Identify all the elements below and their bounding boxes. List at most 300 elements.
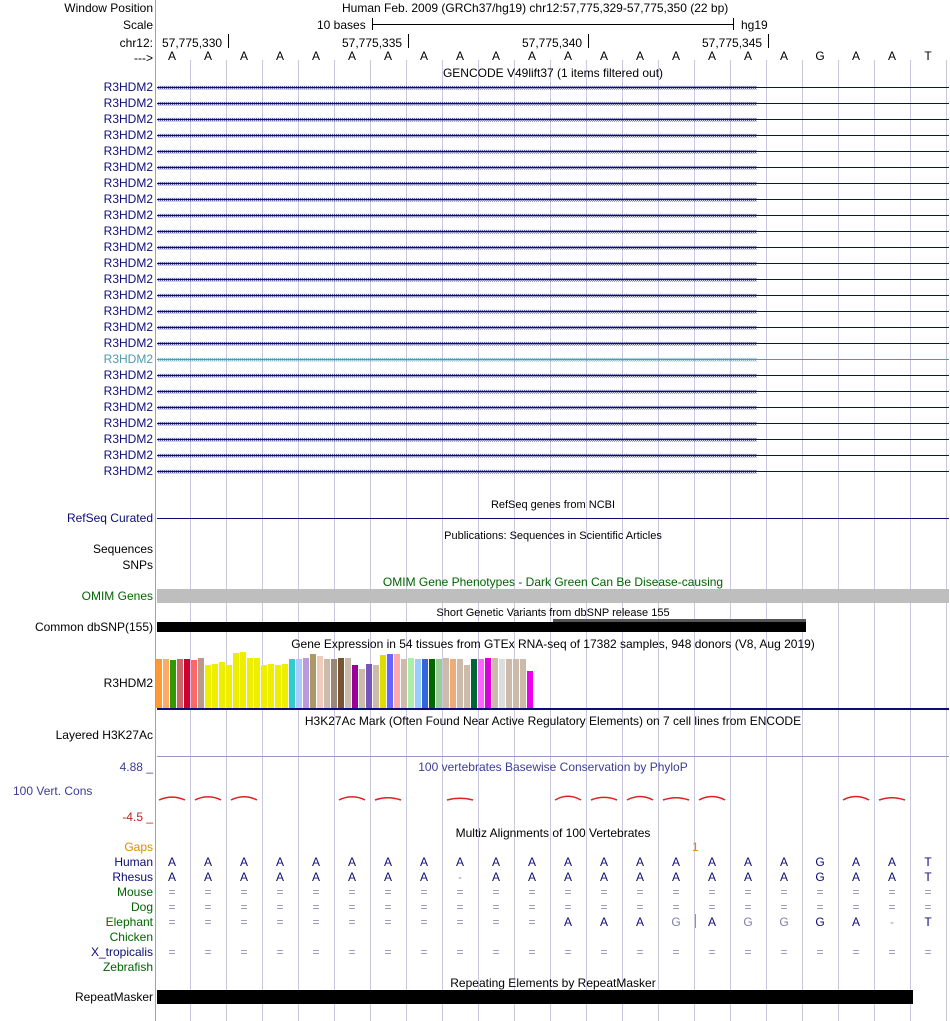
multiz-base: G [815,870,825,884]
gtex-tissue-bar[interactable] [506,659,512,708]
multiz-base: = [672,885,680,899]
coord-tick-4 [768,34,769,48]
multiz-base: A [167,855,176,869]
gtex-tissue-bar[interactable] [268,664,274,708]
gencode-gene-label[interactable]: R3HDM2 [103,400,153,414]
multiz-base: = [780,900,788,914]
multiz-base: = [924,885,932,899]
multiz-base: = [312,915,320,929]
gencode-gene-label[interactable]: R3HDM2 [103,432,153,446]
multiz-base: A [527,855,536,869]
multiz-base: = [420,915,428,929]
scale-bases-text: 10 bases [317,18,366,32]
gencode-track-title[interactable]: GENCODE V49lift37 (1 items filtered out) [442,66,664,80]
multiz-base: = [456,945,464,959]
gtex-tissue-bar[interactable] [429,659,435,708]
multiz-base: = [600,945,608,959]
gencode-gene-label[interactable]: R3HDM2 [103,352,153,366]
multiz-base: A [707,870,716,884]
gtex-tissue-bar[interactable] [310,654,316,708]
multiz-base: = [420,900,428,914]
gtex-tissue-bar[interactable] [373,665,379,708]
gencode-strand-arrows: ‹‹‹‹‹‹‹‹‹‹‹‹‹‹‹‹‹‹‹‹‹‹‹‹‹‹‹‹‹‹‹‹‹‹‹‹‹‹‹‹‹‹‹‹‹‹‹‹‹‹‹‹‹‹‹‹‹‹‹‹‹‹‹‹‹‹‹‹‹‹‹‹‹‹‹‹‹‹‹‹‹‹‹‹‹‹‹‹‹‹‹‹‹‹‹‹‹‹‹‹‹‹‹‹‹‹‹‹‹‹‹‹‹‹‹‹‹‹‹‹‹‹‹‹‹‹‹‹‹‹‹‹‹‹‹‹‹‹‹‹‹‹‹‹‹‹‹‹‹‹‹‹‹‹‹‹‹‹‹‹‹‹‹‹‹‹‹‹‹‹‹‹‹‹‹‹‹‹‹‹‹‹‹‹‹‹‹‹‹‹‹‹‹‹‹‹‹‹‹‹‹‹‹‹‹‹‹‹‹‹‹‹‹‹‹‹‹‹‹‹‹‹‹‹‹‹‹‹‹‹‹‹‹‹‹‹‹‹‹‹‹‹‹‹‹‹‹‹‹‹‹‹‹‹‹‹‹‹‹‹‹‹‹‹‹‹‹‹‹‹‹‹‹‹‹‹‹‹‹‹‹‹‹‹‹‹‹‹‹‹‹‹‹‹‹‹‹‹‹‹ [157,274,757,284]
multiz-base: = [528,900,536,914]
gencode-gene-label[interactable]: R3HDM2 [103,272,153,286]
multiz-base: - [458,870,462,884]
multiz-base: = [348,915,356,929]
strand-arrow-label: ---> [134,51,153,65]
multiz-base: A [203,870,212,884]
conservation-peak [195,797,221,800]
gtex-tissue-bar[interactable] [240,652,246,708]
multiz-base: = [708,945,716,959]
gtex-tissue-bar[interactable] [443,658,449,708]
multiz-base: A [419,870,428,884]
gtex-tissue-bar[interactable] [527,671,533,708]
multiz-base: A [887,870,896,884]
gtex-tissue-bar[interactable] [380,655,386,708]
gencode-gene-label[interactable]: R3HDM2 [103,96,153,110]
base-letter: A [527,49,536,63]
gencode-strand-arrows: ‹‹‹‹‹‹‹‹‹‹‹‹‹‹‹‹‹‹‹‹‹‹‹‹‹‹‹‹‹‹‹‹‹‹‹‹‹‹‹‹‹‹‹‹‹‹‹‹‹‹‹‹‹‹‹‹‹‹‹‹‹‹‹‹‹‹‹‹‹‹‹‹‹‹‹‹‹‹‹‹‹‹‹‹‹‹‹‹‹‹‹‹‹‹‹‹‹‹‹‹‹‹‹‹‹‹‹‹‹‹‹‹‹‹‹‹‹‹‹‹‹‹‹‹‹‹‹‹‹‹‹‹‹‹‹‹‹‹‹‹‹‹‹‹‹‹‹‹‹‹‹‹‹‹‹‹‹‹‹‹‹‹‹‹‹‹‹‹‹‹‹‹‹‹‹‹‹‹‹‹‹‹‹‹‹‹‹‹‹‹‹‹‹‹‹‹‹‹‹‹‹‹‹‹‹‹‹‹‹‹‹‹‹‹‹‹‹‹‹‹‹‹‹‹‹‹‹‹‹‹‹‹‹‹‹‹‹‹‹‹‹‹‹‹‹‹‹‹‹‹‹‹‹‹‹‹‹‹‹‹‹‹‹‹‹‹‹‹‹‹‹‹‹‹‹‹‹‹‹‹‹‹‹‹‹‹‹‹‹‹‹‹‹‹‹‹‹‹‹‹ [157,434,757,444]
multiz-base: A [635,870,644,884]
multiz-base: = [204,885,212,899]
multiz-track-title[interactable]: Multiz Alignments of 100 Vertebrates [455,826,651,840]
gtex-tissue-bar[interactable] [317,656,323,708]
base-letter: A [383,49,392,63]
base-letter: A [779,49,788,63]
multiz-base: = [456,900,464,914]
multiz-base: A [743,870,752,884]
multiz-base: = [924,900,932,914]
multiz-base: A [599,870,608,884]
gtex-tissue-bar[interactable] [296,659,302,708]
multiz-base: A [275,855,284,869]
conservation-peak [879,798,905,800]
coord-tick-2 [408,34,409,48]
multiz-base: A [167,870,176,884]
multiz-base: = [420,945,428,959]
gencode-gene-label[interactable]: R3HDM2 [103,128,153,142]
conservation-track-label[interactable]: 100 Vert. Cons [13,784,93,798]
multiz-base: A [491,870,500,884]
dbsnp-feature-bar-1[interactable] [157,622,806,632]
dbsnp-track-label[interactable]: Common dbSNP(155) [34,620,153,634]
conservation-peak [159,797,185,800]
omim-track-title[interactable]: OMIM Gene Phenotypes - Dark Green Can Be Disease-causing [382,575,724,589]
multiz-base: A [527,870,536,884]
gtex-tissue-bar[interactable] [471,659,477,708]
gtex-tissue-bar[interactable] [170,660,176,708]
multiz-species-label[interactable]: Elephant [105,915,153,929]
gencode-gene-label[interactable]: R3HDM2 [103,304,153,318]
multiz-base: = [240,915,248,929]
base-letter: A [635,49,644,63]
multiz-base: = [240,945,248,959]
multiz-base: A [671,855,680,869]
publications-snps-label[interactable]: SNPs [122,558,153,572]
multiz-base: = [564,945,572,959]
multiz-base: = [744,885,752,899]
multiz-base: = [816,945,824,959]
scale-label: Scale [122,18,153,32]
gtex-tissue-bar[interactable] [177,659,183,708]
gencode-strand-arrows: ‹‹‹‹‹‹‹‹‹‹‹‹‹‹‹‹‹‹‹‹‹‹‹‹‹‹‹‹‹‹‹‹‹‹‹‹‹‹‹‹‹‹‹‹‹‹‹‹‹‹‹‹‹‹‹‹‹‹‹‹‹‹‹‹‹‹‹‹‹‹‹‹‹‹‹‹‹‹‹‹‹‹‹‹‹‹‹‹‹‹‹‹‹‹‹‹‹‹‹‹‹‹‹‹‹‹‹‹‹‹‹‹‹‹‹‹‹‹‹‹‹‹‹‹‹‹‹‹‹‹‹‹‹‹‹‹‹‹‹‹‹‹‹‹‹‹‹‹‹‹‹‹‹‹‹‹‹‹‹‹‹‹‹‹‹‹‹‹‹‹‹‹‹‹‹‹‹‹‹‹‹‹‹‹‹‹‹‹‹‹‹‹‹‹‹‹‹‹‹‹‹‹‹‹‹‹‹‹‹‹‹‹‹‹‹‹‹‹‹‹‹‹‹‹‹‹‹‹‹‹‹‹‹‹‹‹‹‹‹‹‹‹‹‹‹‹‹‹‹‹‹‹‹‹‹‹‹‹‹‹‹‹‹‹‹‹‹‹‹‹‹‹‹‹‹‹‹‹‹‹‹‹‹‹‹‹‹‹‹‹‹‹‹‹‹‹‹‹‹‹ [157,162,757,172]
coord-label-1: 57,775,330 [162,36,223,50]
multiz-base: = [852,885,860,899]
multiz-base: = [780,945,788,959]
gtex-tissue-bar[interactable] [499,659,505,708]
multiz-base: = [384,885,392,899]
multiz-base: = [816,885,824,899]
gtex-tissue-bar[interactable] [422,659,428,708]
gtex-tissue-bar[interactable] [303,658,309,708]
multiz-base: A [311,855,320,869]
gtex-tissue-bar[interactable] [254,658,260,708]
multiz-base: A [419,855,428,869]
gencode-gene-label[interactable]: R3HDM2 [103,224,153,238]
multiz-species-label[interactable]: Mouse [116,885,153,899]
base-letter: A [599,49,608,63]
publications-sequences-label[interactable]: Sequences [92,542,153,556]
multiz-gaps-label[interactable]: Gaps [124,840,153,854]
gencode-gene-label[interactable]: R3HDM2 [103,320,153,334]
scale-db-label: hg19 [741,18,768,32]
gtex-track-label[interactable]: R3HDM2 [103,676,153,690]
gencode-gene-label[interactable]: R3HDM2 [103,368,153,382]
multiz-base: = [384,900,392,914]
multiz-base: = [204,915,212,929]
multiz-base: A [743,855,752,869]
multiz-base: A [491,855,500,869]
multiz-base: = [528,915,536,929]
gencode-strand-arrows: ‹‹‹‹‹‹‹‹‹‹‹‹‹‹‹‹‹‹‹‹‹‹‹‹‹‹‹‹‹‹‹‹‹‹‹‹‹‹‹‹‹‹‹‹‹‹‹‹‹‹‹‹‹‹‹‹‹‹‹‹‹‹‹‹‹‹‹‹‹‹‹‹‹‹‹‹‹‹‹‹‹‹‹‹‹‹‹‹‹‹‹‹‹‹‹‹‹‹‹‹‹‹‹‹‹‹‹‹‹‹‹‹‹‹‹‹‹‹‹‹‹‹‹‹‹‹‹‹‹‹‹‹‹‹‹‹‹‹‹‹‹‹‹‹‹‹‹‹‹‹‹‹‹‹‹‹‹‹‹‹‹‹‹‹‹‹‹‹‹‹‹‹‹‹‹‹‹‹‹‹‹‹‹‹‹‹‹‹‹‹‹‹‹‹‹‹‹‹‹‹‹‹‹‹‹‹‹‹‹‹‹‹‹‹‹‹‹‹‹‹‹‹‹‹‹‹‹‹‹‹‹‹‹‹‹‹‹‹‹‹‹‹‹‹‹‹‹‹‹‹‹‹‹‹‹‹‹‹‹‹‹‹‹‹‹‹‹‹‹‹‹‹‹‹‹‹‹‹‹‹‹‹‹‹‹‹‹‹‹‹‹‹‹‹‹‹‹‹‹‹ [157,178,757,188]
multiz-base: A [779,855,788,869]
coord-label-4: 57,775,345 [702,36,763,50]
multiz-base: G [743,915,753,929]
gencode-gene-label[interactable]: R3HDM2 [103,80,153,94]
window-position-label: Window Position [64,1,153,15]
gencode-gene-label[interactable]: R3HDM2 [103,192,153,206]
gtex-tissue-bar[interactable] [436,659,442,708]
h3k27ac-track-title[interactable]: H3K27Ac Mark (Often Found Near Active Regulatory Elements) on 7 cell lines from ENCODE [304,714,802,728]
multiz-species-label[interactable]: X_tropicalis [90,945,153,959]
multiz-base: A [599,915,608,929]
repeatmasker-track-label[interactable]: RepeatMasker [74,990,153,1004]
multiz-base: = [348,885,356,899]
base-letter: A [419,49,428,63]
multiz-base: T [924,855,932,869]
gtex-tissue-bar[interactable] [212,664,218,708]
gtex-tissue-bar[interactable] [275,665,281,708]
base-letter: A [275,49,284,63]
multiz-base: = [240,900,248,914]
multiz-species-label[interactable]: Rhesus [112,870,153,884]
multiz-base: G [815,855,825,869]
multiz-base: = [816,900,824,914]
multiz-gap-marker: 1 [692,840,699,854]
multiz-base: A [239,870,248,884]
multiz-base: A [851,915,860,929]
gencode-strand-arrows: ‹‹‹‹‹‹‹‹‹‹‹‹‹‹‹‹‹‹‹‹‹‹‹‹‹‹‹‹‹‹‹‹‹‹‹‹‹‹‹‹‹‹‹‹‹‹‹‹‹‹‹‹‹‹‹‹‹‹‹‹‹‹‹‹‹‹‹‹‹‹‹‹‹‹‹‹‹‹‹‹‹‹‹‹‹‹‹‹‹‹‹‹‹‹‹‹‹‹‹‹‹‹‹‹‹‹‹‹‹‹‹‹‹‹‹‹‹‹‹‹‹‹‹‹‹‹‹‹‹‹‹‹‹‹‹‹‹‹‹‹‹‹‹‹‹‹‹‹‹‹‹‹‹‹‹‹‹‹‹‹‹‹‹‹‹‹‹‹‹‹‹‹‹‹‹‹‹‹‹‹‹‹‹‹‹‹‹‹‹‹‹‹‹‹‹‹‹‹‹‹‹‹‹‹‹‹‹‹‹‹‹‹‹‹‹‹‹‹‹‹‹‹‹‹‹‹‹‹‹‹‹‹‹‹‹‹‹‹‹‹‹‹‹‹‹‹‹‹‹‹‹‹‹‹‹‹‹‹‹‹‹‹‹‹‹‹‹‹‹‹‹‹‹‹‹‹‹‹‹‹‹‹‹‹‹‹‹‹‹‹‹‹‹‹‹‹‹‹‹‹ [157,338,757,348]
gtex-tissue-bar[interactable] [324,659,330,708]
gtex-tissue-bar[interactable] [156,659,162,708]
gtex-tissue-bar[interactable] [338,658,344,708]
multiz-base: A [671,870,680,884]
gencode-gene-label[interactable]: R3HDM2 [103,208,153,222]
multiz-species-label[interactable]: Human [114,855,153,869]
omim-track-label[interactable]: OMIM Genes [81,589,153,603]
gtex-tissue-bar[interactable] [366,664,372,708]
gtex-tissue-bar[interactable] [282,664,288,708]
gencode-gene-label[interactable]: R3HDM2 [103,336,153,350]
multiz-base: A [347,870,356,884]
conservation-peak [591,797,617,800]
multiz-base: A [455,855,464,869]
gencode-strand-arrows: ‹‹‹‹‹‹‹‹‹‹‹‹‹‹‹‹‹‹‹‹‹‹‹‹‹‹‹‹‹‹‹‹‹‹‹‹‹‹‹‹‹‹‹‹‹‹‹‹‹‹‹‹‹‹‹‹‹‹‹‹‹‹‹‹‹‹‹‹‹‹‹‹‹‹‹‹‹‹‹‹‹‹‹‹‹‹‹‹‹‹‹‹‹‹‹‹‹‹‹‹‹‹‹‹‹‹‹‹‹‹‹‹‹‹‹‹‹‹‹‹‹‹‹‹‹‹‹‹‹‹‹‹‹‹‹‹‹‹‹‹‹‹‹‹‹‹‹‹‹‹‹‹‹‹‹‹‹‹‹‹‹‹‹‹‹‹‹‹‹‹‹‹‹‹‹‹‹‹‹‹‹‹‹‹‹‹‹‹‹‹‹‹‹‹‹‹‹‹‹‹‹‹‹‹‹‹‹‹‹‹‹‹‹‹‹‹‹‹‹‹‹‹‹‹‹‹‹‹‹‹‹‹‹‹‹‹‹‹‹‹‹‹‹‹‹‹‹‹‹‹‹‹‹‹‹‹‹‹‹‹‹‹‹‹‹‹‹‹‹‹‹‹‹‹‹‹‹‹‹‹‹‹‹‹‹‹‹‹‹‹‹‹‹‹‹‹‹‹‹‹ [157,146,757,156]
multiz-species-label[interactable]: Zebrafish [102,960,153,974]
multiz-base: A [383,870,392,884]
gtex-tissue-bar[interactable] [513,659,519,708]
multiz-base: A [347,855,356,869]
multiz-base: = [708,900,716,914]
multiz-base: = [312,885,320,899]
gtex-tissue-bar[interactable] [226,665,232,708]
image-left-border [155,0,156,1021]
gtex-tissue-bar[interactable] [408,658,414,708]
multiz-base: = [636,900,644,914]
multiz-base: = [456,885,464,899]
multiz-base: = [204,945,212,959]
gtex-tissue-bar[interactable] [401,659,407,708]
gtex-tissue-bar[interactable] [464,665,470,708]
multiz-species-label[interactable]: Chicken [109,930,153,944]
gencode-strand-arrows: ‹‹‹‹‹‹‹‹‹‹‹‹‹‹‹‹‹‹‹‹‹‹‹‹‹‹‹‹‹‹‹‹‹‹‹‹‹‹‹‹‹‹‹‹‹‹‹‹‹‹‹‹‹‹‹‹‹‹‹‹‹‹‹‹‹‹‹‹‹‹‹‹‹‹‹‹‹‹‹‹‹‹‹‹‹‹‹‹‹‹‹‹‹‹‹‹‹‹‹‹‹‹‹‹‹‹‹‹‹‹‹‹‹‹‹‹‹‹‹‹‹‹‹‹‹‹‹‹‹‹‹‹‹‹‹‹‹‹‹‹‹‹‹‹‹‹‹‹‹‹‹‹‹‹‹‹‹‹‹‹‹‹‹‹‹‹‹‹‹‹‹‹‹‹‹‹‹‹‹‹‹‹‹‹‹‹‹‹‹‹‹‹‹‹‹‹‹‹‹‹‹‹‹‹‹‹‹‹‹‹‹‹‹‹‹‹‹‹‹‹‹‹‹‹‹‹‹‹‹‹‹‹‹‹‹‹‹‹‹‹‹‹‹‹‹‹‹‹‹‹‹‹‹‹‹‹‹‹‹‹‹‹‹‹‹‹‹‹‹‹‹‹‹‹‹‹‹‹‹‹‹‹‹‹‹‹‹‹‹‹‹‹‹‹‹‹‹‹‹‹ [157,258,757,268]
multiz-insertion-marker [695,914,696,928]
multiz-base: A [275,870,284,884]
gtex-track-title[interactable]: Gene Expression in 54 tissues from GTEx RNA-seq of 17382 samples, 948 donors (V8, Aug 2019) [291,637,815,651]
multiz-base: = [528,885,536,899]
gtex-tissue-bar[interactable] [184,659,190,708]
repeatmasker-feature-bar[interactable] [157,990,913,1004]
conservation-min-label: -4.5 _ [122,810,153,824]
multiz-base: A [851,855,860,869]
gencode-gene-label[interactable]: R3HDM2 [103,384,153,398]
dbsnp-track-title[interactable]: Short Genetic Variants from dbSNP release 155 [436,607,670,619]
gtex-tissue-bar[interactable] [478,659,484,708]
multiz-base: = [276,900,284,914]
multiz-base: = [420,885,428,899]
conservation-peak [555,796,581,800]
multiz-base: G [779,915,789,929]
gencode-gene-label[interactable]: R3HDM2 [103,112,153,126]
multiz-base: A [707,915,716,929]
gtex-tissue-bar[interactable] [261,665,267,708]
multiz-base: = [204,900,212,914]
multiz-base: A [887,855,896,869]
publications-track-title[interactable]: Publications: Sequences in Scientific Articles [444,530,662,542]
gencode-strand-arrows: ‹‹‹‹‹‹‹‹‹‹‹‹‹‹‹‹‹‹‹‹‹‹‹‹‹‹‹‹‹‹‹‹‹‹‹‹‹‹‹‹‹‹‹‹‹‹‹‹‹‹‹‹‹‹‹‹‹‹‹‹‹‹‹‹‹‹‹‹‹‹‹‹‹‹‹‹‹‹‹‹‹‹‹‹‹‹‹‹‹‹‹‹‹‹‹‹‹‹‹‹‹‹‹‹‹‹‹‹‹‹‹‹‹‹‹‹‹‹‹‹‹‹‹‹‹‹‹‹‹‹‹‹‹‹‹‹‹‹‹‹‹‹‹‹‹‹‹‹‹‹‹‹‹‹‹‹‹‹‹‹‹‹‹‹‹‹‹‹‹‹‹‹‹‹‹‹‹‹‹‹‹‹‹‹‹‹‹‹‹‹‹‹‹‹‹‹‹‹‹‹‹‹‹‹‹‹‹‹‹‹‹‹‹‹‹‹‹‹‹‹‹‹‹‹‹‹‹‹‹‹‹‹‹‹‹‹‹‹‹‹‹‹‹‹‹‹‹‹‹‹‹‹‹‹‹‹‹‹‹‹‹‹‹‹‹‹‹‹‹‹‹‹‹‹‹‹‹‹‹‹‹‹‹‹‹‹‹‹‹‹‹‹‹‹‹‹‹‹‹‹ [157,354,757,364]
multiz-base: = [276,915,284,929]
multiz-base: A [779,870,788,884]
gencode-strand-arrows: ‹‹‹‹‹‹‹‹‹‹‹‹‹‹‹‹‹‹‹‹‹‹‹‹‹‹‹‹‹‹‹‹‹‹‹‹‹‹‹‹‹‹‹‹‹‹‹‹‹‹‹‹‹‹‹‹‹‹‹‹‹‹‹‹‹‹‹‹‹‹‹‹‹‹‹‹‹‹‹‹‹‹‹‹‹‹‹‹‹‹‹‹‹‹‹‹‹‹‹‹‹‹‹‹‹‹‹‹‹‹‹‹‹‹‹‹‹‹‹‹‹‹‹‹‹‹‹‹‹‹‹‹‹‹‹‹‹‹‹‹‹‹‹‹‹‹‹‹‹‹‹‹‹‹‹‹‹‹‹‹‹‹‹‹‹‹‹‹‹‹‹‹‹‹‹‹‹‹‹‹‹‹‹‹‹‹‹‹‹‹‹‹‹‹‹‹‹‹‹‹‹‹‹‹‹‹‹‹‹‹‹‹‹‹‹‹‹‹‹‹‹‹‹‹‹‹‹‹‹‹‹‹‹‹‹‹‹‹‹‹‹‹‹‹‹‹‹‹‹‹‹‹‹‹‹‹‹‹‹‹‹‹‹‹‹‹‹‹‹‹‹‹‹‹‹‹‹‹‹‹‹‹‹‹‹‹‹‹‹‹‹‹‹‹‹‹‹‹‹‹ [157,386,757,396]
gtex-tissue-bar[interactable] [198,658,204,708]
conservation-peak [627,797,653,801]
multiz-base: = [600,885,608,899]
multiz-base: A [239,855,248,869]
conservation-peak [699,797,725,801]
omim-feature-bar[interactable] [157,589,949,603]
gencode-gene-label[interactable]: R3HDM2 [103,176,153,190]
gtex-tissue-bar[interactable] [233,653,239,708]
gtex-tissue-bar[interactable] [163,659,169,708]
multiz-base: = [312,900,320,914]
multiz-base: A [635,855,644,869]
gtex-tissue-bar[interactable] [331,659,337,708]
multiz-base: G [671,915,681,929]
conservation-track-title[interactable]: 100 vertebrates Basewise Conservation by PhyloP [418,760,688,774]
gtex-tissue-bar[interactable] [345,658,351,708]
gencode-strand-arrows: ‹‹‹‹‹‹‹‹‹‹‹‹‹‹‹‹‹‹‹‹‹‹‹‹‹‹‹‹‹‹‹‹‹‹‹‹‹‹‹‹‹‹‹‹‹‹‹‹‹‹‹‹‹‹‹‹‹‹‹‹‹‹‹‹‹‹‹‹‹‹‹‹‹‹‹‹‹‹‹‹‹‹‹‹‹‹‹‹‹‹‹‹‹‹‹‹‹‹‹‹‹‹‹‹‹‹‹‹‹‹‹‹‹‹‹‹‹‹‹‹‹‹‹‹‹‹‹‹‹‹‹‹‹‹‹‹‹‹‹‹‹‹‹‹‹‹‹‹‹‹‹‹‹‹‹‹‹‹‹‹‹‹‹‹‹‹‹‹‹‹‹‹‹‹‹‹‹‹‹‹‹‹‹‹‹‹‹‹‹‹‹‹‹‹‹‹‹‹‹‹‹‹‹‹‹‹‹‹‹‹‹‹‹‹‹‹‹‹‹‹‹‹‹‹‹‹‹‹‹‹‹‹‹‹‹‹‹‹‹‹‹‹‹‹‹‹‹‹‹‹‹‹‹‹‹‹‹‹‹‹‹‹‹‹‹‹‹‹‹‹‹‹‹‹‹‹‹‹‹‹‹‹‹‹‹‹‹‹‹‹‹‹‹‹‹‹‹‹‹‹ [157,370,757,380]
gtex-gene-line[interactable] [157,708,949,710]
multiz-base: A [563,855,572,869]
gencode-gene-label[interactable]: R3HDM2 [103,448,153,462]
gencode-strand-arrows: ‹‹‹‹‹‹‹‹‹‹‹‹‹‹‹‹‹‹‹‹‹‹‹‹‹‹‹‹‹‹‹‹‹‹‹‹‹‹‹‹‹‹‹‹‹‹‹‹‹‹‹‹‹‹‹‹‹‹‹‹‹‹‹‹‹‹‹‹‹‹‹‹‹‹‹‹‹‹‹‹‹‹‹‹‹‹‹‹‹‹‹‹‹‹‹‹‹‹‹‹‹‹‹‹‹‹‹‹‹‹‹‹‹‹‹‹‹‹‹‹‹‹‹‹‹‹‹‹‹‹‹‹‹‹‹‹‹‹‹‹‹‹‹‹‹‹‹‹‹‹‹‹‹‹‹‹‹‹‹‹‹‹‹‹‹‹‹‹‹‹‹‹‹‹‹‹‹‹‹‹‹‹‹‹‹‹‹‹‹‹‹‹‹‹‹‹‹‹‹‹‹‹‹‹‹‹‹‹‹‹‹‹‹‹‹‹‹‹‹‹‹‹‹‹‹‹‹‹‹‹‹‹‹‹‹‹‹‹‹‹‹‹‹‹‹‹‹‹‹‹‹‹‹‹‹‹‹‹‹‹‹‹‹‹‹‹‹‹‹‹‹‹‹‹‹‹‹‹‹‹‹‹‹‹‹‹‹‹‹‹‹‹‹‹‹‹‹‹‹‹ [157,194,757,204]
gencode-gene-label[interactable]: R3HDM2 [103,240,153,254]
gtex-tissue-bar[interactable] [219,662,225,708]
refseq-gene-line[interactable] [157,518,949,519]
gtex-tissue-bar[interactable] [247,658,253,708]
gencode-gene-label[interactable]: R3HDM2 [103,288,153,302]
multiz-base: T [924,915,932,929]
multiz-base: = [708,885,716,899]
multiz-base: = [852,945,860,959]
gtex-tissue-bar[interactable] [415,659,421,708]
h3k27ac-baseline [157,756,949,757]
base-letter: A [455,49,464,63]
gencode-gene-label[interactable]: R3HDM2 [103,256,153,270]
multiz-base: = [168,885,176,899]
gtex-tissue-bar[interactable] [394,654,400,708]
conservation-peak [663,798,689,800]
gtex-tissue-bar[interactable] [205,665,211,708]
multiz-base: = [924,945,932,959]
gencode-gene-label[interactable]: R3HDM2 [103,160,153,174]
conservation-peak [339,797,365,800]
gtex-tissue-bar[interactable] [520,659,526,708]
conservation-graph[interactable] [157,770,949,820]
multiz-base: = [168,900,176,914]
multiz-base: = [492,885,500,899]
base-letter: A [851,49,860,63]
repeatmasker-track-title[interactable]: Repeating Elements by RepeatMasker [450,976,656,990]
multiz-base: A [563,915,572,929]
base-letter: A [887,49,896,63]
dbsnp-feature-bar-2[interactable] [553,619,806,622]
assembly-position-text: Human Feb. 2009 (GRCh37/hg19) chr12:57,775,329-57,775,350 (22 bp) [342,1,729,15]
multiz-base: = [528,945,536,959]
base-letter: G [815,49,825,63]
multiz-base: A [851,870,860,884]
refseq-track-title[interactable]: RefSeq genes from NCBI [490,499,616,511]
chr-label: chr12: [119,36,153,50]
base-letter: A [671,49,680,63]
base-letter: A [203,49,212,63]
gencode-strand-arrows: ‹‹‹‹‹‹‹‹‹‹‹‹‹‹‹‹‹‹‹‹‹‹‹‹‹‹‹‹‹‹‹‹‹‹‹‹‹‹‹‹‹‹‹‹‹‹‹‹‹‹‹‹‹‹‹‹‹‹‹‹‹‹‹‹‹‹‹‹‹‹‹‹‹‹‹‹‹‹‹‹‹‹‹‹‹‹‹‹‹‹‹‹‹‹‹‹‹‹‹‹‹‹‹‹‹‹‹‹‹‹‹‹‹‹‹‹‹‹‹‹‹‹‹‹‹‹‹‹‹‹‹‹‹‹‹‹‹‹‹‹‹‹‹‹‹‹‹‹‹‹‹‹‹‹‹‹‹‹‹‹‹‹‹‹‹‹‹‹‹‹‹‹‹‹‹‹‹‹‹‹‹‹‹‹‹‹‹‹‹‹‹‹‹‹‹‹‹‹‹‹‹‹‹‹‹‹‹‹‹‹‹‹‹‹‹‹‹‹‹‹‹‹‹‹‹‹‹‹‹‹‹‹‹‹‹‹‹‹‹‹‹‹‹‹‹‹‹‹‹‹‹‹‹‹‹‹‹‹‹‹‹‹‹‹‹‹‹‹‹‹‹‹‹‹‹‹‹‹‹‹‹‹‹‹‹‹‹‹‹‹‹‹‹‹‹‹‹‹‹‹ [157,418,757,428]
multiz-base: = [492,915,500,929]
base-letter: A [707,49,716,63]
multiz-base: A [311,870,320,884]
multiz-base: = [492,900,500,914]
gencode-gene-label[interactable]: R3HDM2 [103,416,153,430]
conservation-peak [843,797,869,801]
gtex-tissue-bar[interactable] [450,659,456,708]
gencode-strand-arrows: ‹‹‹‹‹‹‹‹‹‹‹‹‹‹‹‹‹‹‹‹‹‹‹‹‹‹‹‹‹‹‹‹‹‹‹‹‹‹‹‹‹‹‹‹‹‹‹‹‹‹‹‹‹‹‹‹‹‹‹‹‹‹‹‹‹‹‹‹‹‹‹‹‹‹‹‹‹‹‹‹‹‹‹‹‹‹‹‹‹‹‹‹‹‹‹‹‹‹‹‹‹‹‹‹‹‹‹‹‹‹‹‹‹‹‹‹‹‹‹‹‹‹‹‹‹‹‹‹‹‹‹‹‹‹‹‹‹‹‹‹‹‹‹‹‹‹‹‹‹‹‹‹‹‹‹‹‹‹‹‹‹‹‹‹‹‹‹‹‹‹‹‹‹‹‹‹‹‹‹‹‹‹‹‹‹‹‹‹‹‹‹‹‹‹‹‹‹‹‹‹‹‹‹‹‹‹‹‹‹‹‹‹‹‹‹‹‹‹‹‹‹‹‹‹‹‹‹‹‹‹‹‹‹‹‹‹‹‹‹‹‹‹‹‹‹‹‹‹‹‹‹‹‹‹‹‹‹‹‹‹‹‹‹‹‹‹‹‹‹‹‹‹‹‹‹‹‹‹‹‹‹‹‹‹‹‹‹‹‹‹‹‹‹‹‹‹‹‹‹‹ [157,82,757,92]
multiz-base: T [924,870,932,884]
gtex-tissue-bar[interactable] [492,658,498,708]
multiz-base: = [636,945,644,959]
multiz-base: = [384,915,392,929]
multiz-base: = [636,885,644,899]
conservation-peak [375,798,401,800]
gencode-strand-arrows: ‹‹‹‹‹‹‹‹‹‹‹‹‹‹‹‹‹‹‹‹‹‹‹‹‹‹‹‹‹‹‹‹‹‹‹‹‹‹‹‹‹‹‹‹‹‹‹‹‹‹‹‹‹‹‹‹‹‹‹‹‹‹‹‹‹‹‹‹‹‹‹‹‹‹‹‹‹‹‹‹‹‹‹‹‹‹‹‹‹‹‹‹‹‹‹‹‹‹‹‹‹‹‹‹‹‹‹‹‹‹‹‹‹‹‹‹‹‹‹‹‹‹‹‹‹‹‹‹‹‹‹‹‹‹‹‹‹‹‹‹‹‹‹‹‹‹‹‹‹‹‹‹‹‹‹‹‹‹‹‹‹‹‹‹‹‹‹‹‹‹‹‹‹‹‹‹‹‹‹‹‹‹‹‹‹‹‹‹‹‹‹‹‹‹‹‹‹‹‹‹‹‹‹‹‹‹‹‹‹‹‹‹‹‹‹‹‹‹‹‹‹‹‹‹‹‹‹‹‹‹‹‹‹‹‹‹‹‹‹‹‹‹‹‹‹‹‹‹‹‹‹‹‹‹‹‹‹‹‹‹‹‹‹‹‹‹‹‹‹‹‹‹‹‹‹‹‹‹‹‹‹‹‹‹‹‹‹‹‹‹‹‹‹‹‹‹‹‹‹‹ [157,226,757,236]
gencode-strand-arrows: ‹‹‹‹‹‹‹‹‹‹‹‹‹‹‹‹‹‹‹‹‹‹‹‹‹‹‹‹‹‹‹‹‹‹‹‹‹‹‹‹‹‹‹‹‹‹‹‹‹‹‹‹‹‹‹‹‹‹‹‹‹‹‹‹‹‹‹‹‹‹‹‹‹‹‹‹‹‹‹‹‹‹‹‹‹‹‹‹‹‹‹‹‹‹‹‹‹‹‹‹‹‹‹‹‹‹‹‹‹‹‹‹‹‹‹‹‹‹‹‹‹‹‹‹‹‹‹‹‹‹‹‹‹‹‹‹‹‹‹‹‹‹‹‹‹‹‹‹‹‹‹‹‹‹‹‹‹‹‹‹‹‹‹‹‹‹‹‹‹‹‹‹‹‹‹‹‹‹‹‹‹‹‹‹‹‹‹‹‹‹‹‹‹‹‹‹‹‹‹‹‹‹‹‹‹‹‹‹‹‹‹‹‹‹‹‹‹‹‹‹‹‹‹‹‹‹‹‹‹‹‹‹‹‹‹‹‹‹‹‹‹‹‹‹‹‹‹‹‹‹‹‹‹‹‹‹‹‹‹‹‹‹‹‹‹‹‹‹‹‹‹‹‹‹‹‹‹‹‹‹‹‹‹‹‹‹‹‹‹‹‹‹‹‹‹‹‹‹‹‹ [157,114,757,124]
conservation-max-label: 4.88 _ [119,760,153,774]
gtex-tissue-bar[interactable] [387,654,393,708]
refseq-track-label[interactable]: RefSeq Curated [66,511,153,525]
multiz-base: = [744,945,752,959]
multiz-base: = [456,915,464,929]
gencode-gene-label[interactable]: R3HDM2 [103,464,153,478]
gencode-strand-arrows: ‹‹‹‹‹‹‹‹‹‹‹‹‹‹‹‹‹‹‹‹‹‹‹‹‹‹‹‹‹‹‹‹‹‹‹‹‹‹‹‹‹‹‹‹‹‹‹‹‹‹‹‹‹‹‹‹‹‹‹‹‹‹‹‹‹‹‹‹‹‹‹‹‹‹‹‹‹‹‹‹‹‹‹‹‹‹‹‹‹‹‹‹‹‹‹‹‹‹‹‹‹‹‹‹‹‹‹‹‹‹‹‹‹‹‹‹‹‹‹‹‹‹‹‹‹‹‹‹‹‹‹‹‹‹‹‹‹‹‹‹‹‹‹‹‹‹‹‹‹‹‹‹‹‹‹‹‹‹‹‹‹‹‹‹‹‹‹‹‹‹‹‹‹‹‹‹‹‹‹‹‹‹‹‹‹‹‹‹‹‹‹‹‹‹‹‹‹‹‹‹‹‹‹‹‹‹‹‹‹‹‹‹‹‹‹‹‹‹‹‹‹‹‹‹‹‹‹‹‹‹‹‹‹‹‹‹‹‹‹‹‹‹‹‹‹‹‹‹‹‹‹‹‹‹‹‹‹‹‹‹‹‹‹‹‹‹‹‹‹‹‹‹‹‹‹‹‹‹‹‹‹‹‹‹‹‹‹‹‹‹‹‹‹‹‹‹‹‹‹‹ [157,130,757,140]
multiz-base: G [815,915,825,929]
gtex-tissue-bar[interactable] [191,660,197,708]
gencode-strand-arrows: ‹‹‹‹‹‹‹‹‹‹‹‹‹‹‹‹‹‹‹‹‹‹‹‹‹‹‹‹‹‹‹‹‹‹‹‹‹‹‹‹‹‹‹‹‹‹‹‹‹‹‹‹‹‹‹‹‹‹‹‹‹‹‹‹‹‹‹‹‹‹‹‹‹‹‹‹‹‹‹‹‹‹‹‹‹‹‹‹‹‹‹‹‹‹‹‹‹‹‹‹‹‹‹‹‹‹‹‹‹‹‹‹‹‹‹‹‹‹‹‹‹‹‹‹‹‹‹‹‹‹‹‹‹‹‹‹‹‹‹‹‹‹‹‹‹‹‹‹‹‹‹‹‹‹‹‹‹‹‹‹‹‹‹‹‹‹‹‹‹‹‹‹‹‹‹‹‹‹‹‹‹‹‹‹‹‹‹‹‹‹‹‹‹‹‹‹‹‹‹‹‹‹‹‹‹‹‹‹‹‹‹‹‹‹‹‹‹‹‹‹‹‹‹‹‹‹‹‹‹‹‹‹‹‹‹‹‹‹‹‹‹‹‹‹‹‹‹‹‹‹‹‹‹‹‹‹‹‹‹‹‹‹‹‹‹‹‹‹‹‹‹‹‹‹‹‹‹‹‹‹‹‹‹‹‹‹‹‹‹‹‹‹‹‹‹‹‹‹‹‹ [157,306,757,316]
coord-label-3: 57,775,340 [522,36,583,50]
multiz-species-label[interactable]: Dog [130,900,153,914]
multiz-base: = [672,900,680,914]
gencode-strand-arrows: ‹‹‹‹‹‹‹‹‹‹‹‹‹‹‹‹‹‹‹‹‹‹‹‹‹‹‹‹‹‹‹‹‹‹‹‹‹‹‹‹‹‹‹‹‹‹‹‹‹‹‹‹‹‹‹‹‹‹‹‹‹‹‹‹‹‹‹‹‹‹‹‹‹‹‹‹‹‹‹‹‹‹‹‹‹‹‹‹‹‹‹‹‹‹‹‹‹‹‹‹‹‹‹‹‹‹‹‹‹‹‹‹‹‹‹‹‹‹‹‹‹‹‹‹‹‹‹‹‹‹‹‹‹‹‹‹‹‹‹‹‹‹‹‹‹‹‹‹‹‹‹‹‹‹‹‹‹‹‹‹‹‹‹‹‹‹‹‹‹‹‹‹‹‹‹‹‹‹‹‹‹‹‹‹‹‹‹‹‹‹‹‹‹‹‹‹‹‹‹‹‹‹‹‹‹‹‹‹‹‹‹‹‹‹‹‹‹‹‹‹‹‹‹‹‹‹‹‹‹‹‹‹‹‹‹‹‹‹‹‹‹‹‹‹‹‹‹‹‹‹‹‹‹‹‹‹‹‹‹‹‹‹‹‹‹‹‹‹‹‹‹‹‹‹‹‹‹‹‹‹‹‹‹‹‹‹‹‹‹‹‹‹‹‹‹‹‹‹‹‹ [157,402,757,412]
gencode-gene-label[interactable]: R3HDM2 [103,144,153,158]
multiz-base: = [312,945,320,959]
multiz-base: = [492,945,500,959]
gtex-tissue-bar[interactable] [457,659,463,708]
multiz-base: = [888,945,896,959]
gtex-tissue-bar[interactable] [485,658,491,708]
base-letter: A [239,49,248,63]
gtex-tissue-bar[interactable] [289,659,295,708]
base-letter: A [311,49,320,63]
gencode-strand-arrows: ‹‹‹‹‹‹‹‹‹‹‹‹‹‹‹‹‹‹‹‹‹‹‹‹‹‹‹‹‹‹‹‹‹‹‹‹‹‹‹‹‹‹‹‹‹‹‹‹‹‹‹‹‹‹‹‹‹‹‹‹‹‹‹‹‹‹‹‹‹‹‹‹‹‹‹‹‹‹‹‹‹‹‹‹‹‹‹‹‹‹‹‹‹‹‹‹‹‹‹‹‹‹‹‹‹‹‹‹‹‹‹‹‹‹‹‹‹‹‹‹‹‹‹‹‹‹‹‹‹‹‹‹‹‹‹‹‹‹‹‹‹‹‹‹‹‹‹‹‹‹‹‹‹‹‹‹‹‹‹‹‹‹‹‹‹‹‹‹‹‹‹‹‹‹‹‹‹‹‹‹‹‹‹‹‹‹‹‹‹‹‹‹‹‹‹‹‹‹‹‹‹‹‹‹‹‹‹‹‹‹‹‹‹‹‹‹‹‹‹‹‹‹‹‹‹‹‹‹‹‹‹‹‹‹‹‹‹‹‹‹‹‹‹‹‹‹‹‹‹‹‹‹‹‹‹‹‹‹‹‹‹‹‹‹‹‹‹‹‹‹‹‹‹‹‹‹‹‹‹‹‹‹‹‹‹‹‹‹‹‹‹‹‹‹‹‹‹‹‹‹ [157,210,757,220]
base-letter: A [491,49,500,63]
conservation-peak [231,797,257,800]
base-letter: A [563,49,572,63]
base-letter: T [924,49,932,63]
multiz-base: - [890,915,894,929]
coord-tick-3 [588,34,589,48]
scale-bar [372,24,734,25]
gtex-tissue-bar[interactable] [359,669,365,708]
gencode-strand-arrows: ‹‹‹‹‹‹‹‹‹‹‹‹‹‹‹‹‹‹‹‹‹‹‹‹‹‹‹‹‹‹‹‹‹‹‹‹‹‹‹‹‹‹‹‹‹‹‹‹‹‹‹‹‹‹‹‹‹‹‹‹‹‹‹‹‹‹‹‹‹‹‹‹‹‹‹‹‹‹‹‹‹‹‹‹‹‹‹‹‹‹‹‹‹‹‹‹‹‹‹‹‹‹‹‹‹‹‹‹‹‹‹‹‹‹‹‹‹‹‹‹‹‹‹‹‹‹‹‹‹‹‹‹‹‹‹‹‹‹‹‹‹‹‹‹‹‹‹‹‹‹‹‹‹‹‹‹‹‹‹‹‹‹‹‹‹‹‹‹‹‹‹‹‹‹‹‹‹‹‹‹‹‹‹‹‹‹‹‹‹‹‹‹‹‹‹‹‹‹‹‹‹‹‹‹‹‹‹‹‹‹‹‹‹‹‹‹‹‹‹‹‹‹‹‹‹‹‹‹‹‹‹‹‹‹‹‹‹‹‹‹‹‹‹‹‹‹‹‹‹‹‹‹‹‹‹‹‹‹‹‹‹‹‹‹‹‹‹‹‹‹‹‹‹‹‹‹‹‹‹‹‹‹‹‹‹‹‹‹‹‹‹‹‹‹‹‹‹‹‹‹ [157,466,757,476]
multiz-base: = [888,885,896,899]
gencode-strand-arrows: ‹‹‹‹‹‹‹‹‹‹‹‹‹‹‹‹‹‹‹‹‹‹‹‹‹‹‹‹‹‹‹‹‹‹‹‹‹‹‹‹‹‹‹‹‹‹‹‹‹‹‹‹‹‹‹‹‹‹‹‹‹‹‹‹‹‹‹‹‹‹‹‹‹‹‹‹‹‹‹‹‹‹‹‹‹‹‹‹‹‹‹‹‹‹‹‹‹‹‹‹‹‹‹‹‹‹‹‹‹‹‹‹‹‹‹‹‹‹‹‹‹‹‹‹‹‹‹‹‹‹‹‹‹‹‹‹‹‹‹‹‹‹‹‹‹‹‹‹‹‹‹‹‹‹‹‹‹‹‹‹‹‹‹‹‹‹‹‹‹‹‹‹‹‹‹‹‹‹‹‹‹‹‹‹‹‹‹‹‹‹‹‹‹‹‹‹‹‹‹‹‹‹‹‹‹‹‹‹‹‹‹‹‹‹‹‹‹‹‹‹‹‹‹‹‹‹‹‹‹‹‹‹‹‹‹‹‹‹‹‹‹‹‹‹‹‹‹‹‹‹‹‹‹‹‹‹‹‹‹‹‹‹‹‹‹‹‹‹‹‹‹‹‹‹‹‹‹‹‹‹‹‹‹‹‹‹‹‹‹‹‹‹‹‹‹‹‹‹‹‹ [157,98,757,108]
gencode-strand-arrows: ‹‹‹‹‹‹‹‹‹‹‹‹‹‹‹‹‹‹‹‹‹‹‹‹‹‹‹‹‹‹‹‹‹‹‹‹‹‹‹‹‹‹‹‹‹‹‹‹‹‹‹‹‹‹‹‹‹‹‹‹‹‹‹‹‹‹‹‹‹‹‹‹‹‹‹‹‹‹‹‹‹‹‹‹‹‹‹‹‹‹‹‹‹‹‹‹‹‹‹‹‹‹‹‹‹‹‹‹‹‹‹‹‹‹‹‹‹‹‹‹‹‹‹‹‹‹‹‹‹‹‹‹‹‹‹‹‹‹‹‹‹‹‹‹‹‹‹‹‹‹‹‹‹‹‹‹‹‹‹‹‹‹‹‹‹‹‹‹‹‹‹‹‹‹‹‹‹‹‹‹‹‹‹‹‹‹‹‹‹‹‹‹‹‹‹‹‹‹‹‹‹‹‹‹‹‹‹‹‹‹‹‹‹‹‹‹‹‹‹‹‹‹‹‹‹‹‹‹‹‹‹‹‹‹‹‹‹‹‹‹‹‹‹‹‹‹‹‹‹‹‹‹‹‹‹‹‹‹‹‹‹‹‹‹‹‹‹‹‹‹‹‹‹‹‹‹‹‹‹‹‹‹‹‹‹‹‹‹‹‹‹‹‹‹‹‹‹‹‹‹ [157,242,757,252]
h3k27ac-track-label[interactable]: Layered H3K27Ac [55,728,153,742]
multiz-base: = [564,900,572,914]
gencode-strand-arrows: ‹‹‹‹‹‹‹‹‹‹‹‹‹‹‹‹‹‹‹‹‹‹‹‹‹‹‹‹‹‹‹‹‹‹‹‹‹‹‹‹‹‹‹‹‹‹‹‹‹‹‹‹‹‹‹‹‹‹‹‹‹‹‹‹‹‹‹‹‹‹‹‹‹‹‹‹‹‹‹‹‹‹‹‹‹‹‹‹‹‹‹‹‹‹‹‹‹‹‹‹‹‹‹‹‹‹‹‹‹‹‹‹‹‹‹‹‹‹‹‹‹‹‹‹‹‹‹‹‹‹‹‹‹‹‹‹‹‹‹‹‹‹‹‹‹‹‹‹‹‹‹‹‹‹‹‹‹‹‹‹‹‹‹‹‹‹‹‹‹‹‹‹‹‹‹‹‹‹‹‹‹‹‹‹‹‹‹‹‹‹‹‹‹‹‹‹‹‹‹‹‹‹‹‹‹‹‹‹‹‹‹‹‹‹‹‹‹‹‹‹‹‹‹‹‹‹‹‹‹‹‹‹‹‹‹‹‹‹‹‹‹‹‹‹‹‹‹‹‹‹‹‹‹‹‹‹‹‹‹‹‹‹‹‹‹‹‹‹‹‹‹‹‹‹‹‹‹‹‹‹‹‹‹‹‹‹‹‹‹‹‹‹‹‹‹‹‹‹‹‹ [157,322,757,332]
base-letter: A [743,49,752,63]
gtex-tissue-bar[interactable] [352,665,358,708]
